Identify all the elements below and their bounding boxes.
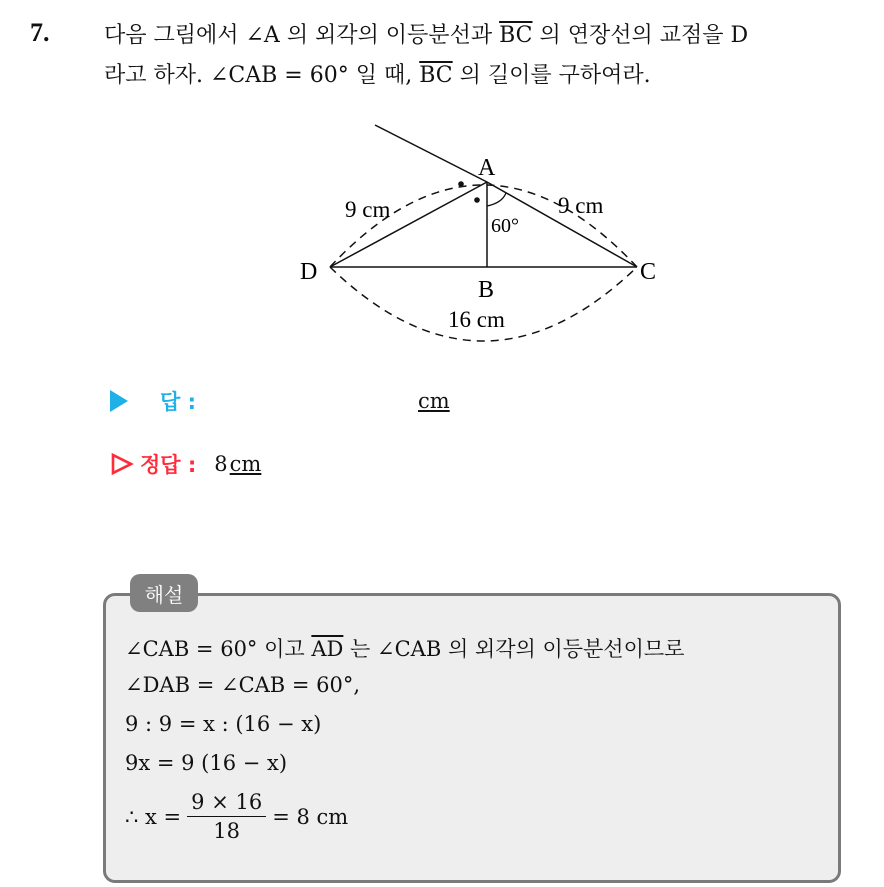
label-d: D (300, 259, 318, 285)
angle-mark-dot (474, 197, 480, 203)
exterior-line (375, 125, 487, 182)
length-ad-label: 9 cm (345, 197, 391, 222)
correct-answer-label: 정답 : (140, 453, 197, 477)
solution-line-3: 9 : 9 = x : (16 − x) (125, 712, 322, 736)
triangle-figure (290, 115, 690, 345)
answer-unit: cm (418, 389, 450, 413)
angle-arc (487, 193, 506, 206)
segment-ad: $\overline{AD}$ (311, 637, 344, 661)
solution-line-5 (125, 790, 348, 843)
label-a: A (478, 155, 496, 181)
answer-row (110, 386, 450, 416)
solution-tag: 해설 (130, 574, 198, 612)
question-text: 라고 하자. ∠CAB = 60° 일 때, (104, 63, 420, 88)
label-b: B (478, 277, 495, 303)
solution-line-1 (125, 633, 684, 663)
fraction-denominator: 18 (213, 819, 241, 843)
segment-bc: $\overline{BC}$ (499, 23, 533, 48)
answer-label: 답 : (160, 390, 196, 414)
question-text-line-2 (104, 58, 651, 89)
question-text: 의 연장선의 교점을 D (532, 23, 749, 48)
outline-triangle-icon (110, 452, 134, 476)
angle-label: 60° (491, 215, 519, 237)
solution-text: ∠CAB = 60° 이고 (125, 637, 312, 661)
label-c: C (640, 259, 657, 285)
question-text: 의 길이를 구하여라. (452, 63, 651, 88)
correct-answer-unit: cm (229, 452, 262, 476)
correct-answer-value: 8 (214, 452, 228, 476)
correct-answer-row (110, 449, 261, 479)
solution-line-4: 9x = 9 (16 − x) (125, 751, 288, 775)
solution-line-2: ∠DAB = ∠CAB = 60°, (125, 673, 361, 697)
length-ac-label: 9 cm (558, 193, 604, 218)
fraction (187, 790, 266, 843)
length-dc-label: 16 cm (448, 307, 505, 332)
solution-result: = 8 cm (272, 804, 349, 829)
fraction-numerator: 9 × 16 (187, 790, 266, 817)
solution-text: 는 ∠CAB 의 외각의 이등분선이므로 (343, 637, 685, 661)
question-text: 다음 그림에서 ∠A 의 외각의 이등분선과 (104, 23, 500, 48)
question-number: 7. (30, 18, 50, 47)
side-ad (330, 182, 487, 267)
question-text-line-1 (104, 18, 748, 49)
angle-mark-dot (458, 181, 464, 187)
segment-bc: $\overline{BC}$ (419, 63, 453, 88)
solution-therefore: ∴ x = (125, 804, 182, 829)
play-triangle-icon (110, 390, 128, 412)
